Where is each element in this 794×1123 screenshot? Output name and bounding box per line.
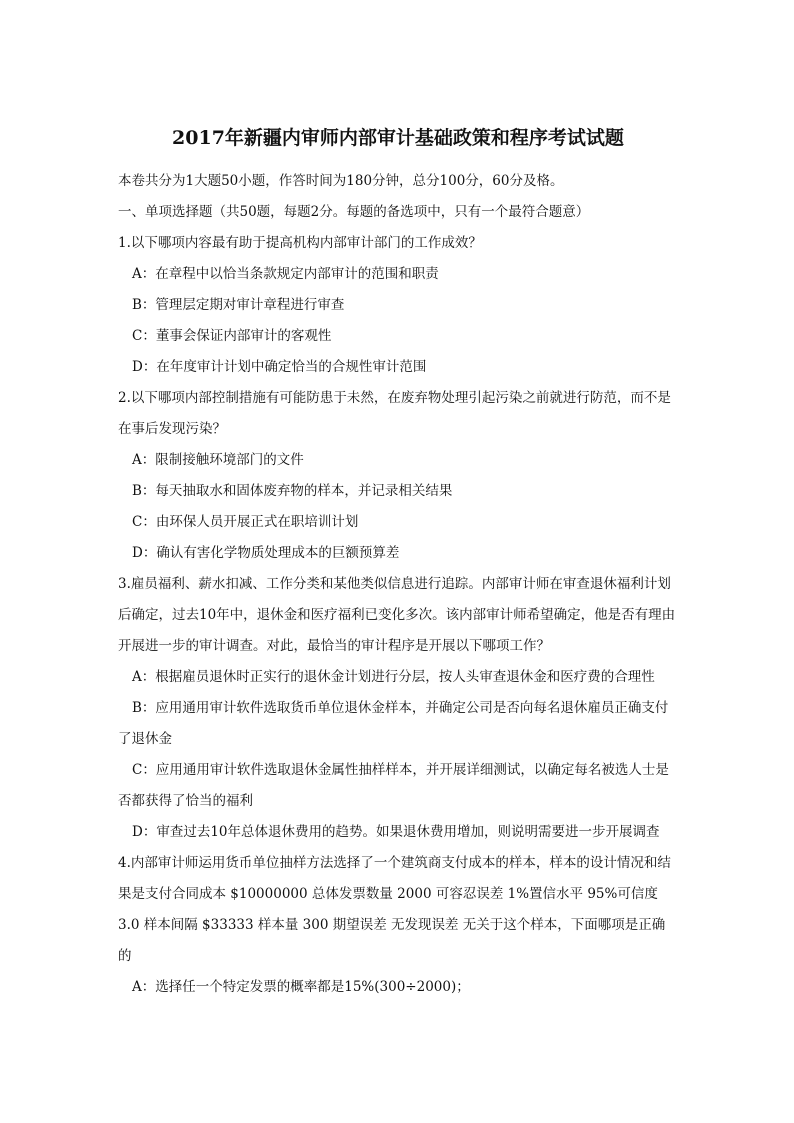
- question-3-option-b: B：应用通用审计软件选取货币单位退休金样本，并确定公司是否向每名退休雇员正确支付了退休金: [118, 700, 669, 747]
- question-1-option-d: D：在年度审计计划中确定恰当的合规性审计范围: [132, 359, 427, 375]
- section-heading: 一、单项选择题（共50题，每题2分。每题的备选项中，只有一个最符合题意）: [118, 204, 590, 220]
- question-1-stem: 1.以下哪项内容最有助于提高机构内部审计部门的工作成效？: [118, 235, 482, 251]
- question-1-option-a: A：在章程中以恰当条款规定内部审计的范围和职责: [132, 266, 439, 282]
- question-3-option-d: D：审查过去10年总体退休费用的趋势。如果退休费用增加，则说明需要进一步开展调查: [132, 824, 660, 840]
- question-2-option-d: D：确认有害化学物质处理成本的巨额预算差: [132, 545, 400, 561]
- exam-intro: 本卷共分为1大题50小题，作答时间为180分钟，总分100分，60分及格。: [118, 173, 564, 189]
- question-2-option-a: A：限制接触环境部门的文件: [132, 452, 304, 468]
- question-4-stem: 4.内部审计师运用货币单位抽样方法选择了一个建筑商支付成本的样本，样本的设计情况和结果是支付合同成本 $10000000 总体发票数量 2000 可容忍误差 1%置信水平 95%可信度 3.0 样本间隔 $33333 样本量 300 期望误差 无发现误差 无关于这个样本，下面哪项是正确的: [118, 855, 671, 964]
- question-2-option-c: C：由环保人员开展正式在职培训计划: [132, 514, 359, 530]
- question-2-option-b: B：每天抽取水和固体废弃物的样本，并记录相关结果: [132, 483, 453, 499]
- question-3-option-a: A：根据雇员退休时正实行的退休金计划进行分层，按人头审查退休金和医疗费的合理性: [132, 669, 655, 685]
- document-page: [118, 118, 678, 1003]
- page-title: 2017年新疆内审师内部审计基础政策和程序考试试题: [172, 127, 624, 149]
- question-1-option-c: C：董事会保证内部审计的客观性: [132, 328, 332, 344]
- question-1-option-b: B：管理层定期对审计章程进行审查: [132, 297, 345, 313]
- question-3-stem: 3.雇员福利、薪水扣减、工作分类和某他类似信息进行追踪。内部审计师在审查退休福利计划后确定，过去10年中，退休金和医疗福利已变化多次。该内部审计师希望确定，他是否有理由开展进一步的审计调查。对此，最恰当的审计程序是开展以下哪项工作？: [118, 576, 676, 654]
- question-2-stem: 2.以下哪项内部控制措施有可能防患于未然，在废弃物处理引起污染之前就进行防范，而不是在事后发现污染？: [118, 390, 671, 437]
- question-3-option-c: C：应用通用审计软件选取退休金属性抽样样本，并开展详细测试，以确定每名被选人士是否都获得了恰当的福利: [118, 762, 669, 809]
- question-4-option-a: A：选择任一个特定发票的概率都是15%(300÷2000)；: [132, 979, 470, 995]
